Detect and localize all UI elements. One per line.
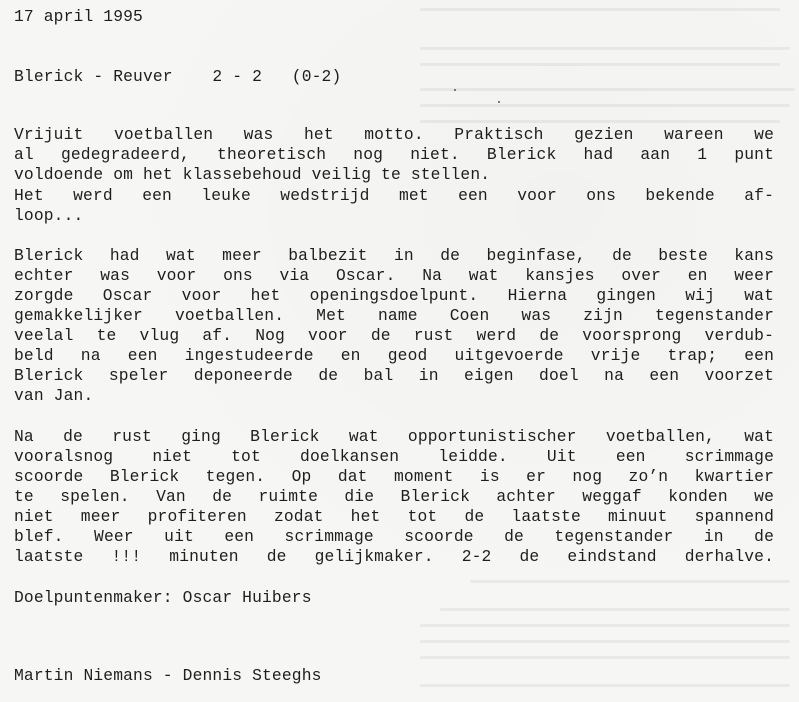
bleed-through-line bbox=[420, 88, 795, 91]
bleed-through-line bbox=[420, 120, 780, 123]
paragraph-1-line: Vrijuit voetballen was het motto. Praktisch gezien wareen we bbox=[14, 125, 774, 144]
paragraph-3-line: vooralsnog niet tot doelkansen leidde. Uit een scrimmage bbox=[14, 447, 774, 466]
bleed-through-line bbox=[420, 656, 790, 659]
paragraph-3-line: te spelen. Van de ruimte die Blerick achter weggaf konden we bbox=[14, 487, 774, 506]
bleed-through-line bbox=[470, 580, 790, 583]
match-halftime: (0-2) bbox=[291, 67, 342, 86]
bleed-through-line bbox=[420, 8, 780, 11]
match-header bbox=[14, 67, 341, 87]
paragraph-1-line: voldoende om het klassebehoud veilig te stellen. bbox=[14, 165, 491, 184]
bleed-through-line bbox=[420, 104, 790, 107]
paper-speck bbox=[454, 89, 456, 91]
paper-speck bbox=[498, 101, 500, 103]
paragraph-1-line: Het werd een leuke wedstrijd met een voor ons bekende af- bbox=[14, 186, 774, 205]
bleed-through-line bbox=[440, 608, 790, 611]
bleed-through-line bbox=[420, 624, 790, 627]
match-teams: Blerick - Reuver bbox=[14, 67, 173, 86]
paragraph-3-line: scoorde Blerick tegen. Op dat moment is er nog zo’n kwartier bbox=[14, 467, 774, 486]
paragraph-2-line: zorgde Oscar voor het openingsdoelpunt. Hierna gingen wij wat bbox=[14, 286, 774, 305]
paragraph-3-line: Na de rust ging Blerick wat opportunistischer voetballen, wat bbox=[14, 427, 774, 446]
paragraph-2-line: gemakkelijker voetballen. Met name Coen was zijn tegenstander bbox=[14, 306, 774, 325]
paragraph-2-line: veelal te vlug af. Nog voor de rust werd de voorsprong verdub- bbox=[14, 326, 774, 345]
authors-line: Martin Niemans - Dennis Steeghs bbox=[14, 666, 322, 685]
paragraph-2-line: van Jan. bbox=[14, 386, 94, 405]
paragraph-3-line: niet meer profiteren zodat het tot de laatste minuut spannend bbox=[14, 507, 774, 526]
paragraph-2-line: Blerick speler deponeerde de bal in eigen doel na een voorzet bbox=[14, 366, 774, 385]
bleed-through-line bbox=[420, 640, 790, 643]
paragraph-2-line: Blerick had wat meer balbezit in de beginfase, de beste kans bbox=[14, 246, 774, 265]
paragraph-2-line: echter was voor ons via Oscar. Na wat kansjes over en weer bbox=[14, 266, 774, 285]
paragraph-3-line: blef. Weer uit een scrimmage scoorde de tegenstander in de bbox=[14, 527, 774, 546]
paragraph-2-line: beld na een ingestudeerde en geod uitgevoerde vrije trap; een bbox=[14, 346, 774, 365]
date-line: 17 april 1995 bbox=[14, 7, 143, 26]
bleed-through-line bbox=[420, 63, 780, 66]
paragraph-1-line: al gedegradeerd, theoretisch nog niet. Blerick had aan 1 punt bbox=[14, 145, 774, 164]
paragraph-1-line: loop... bbox=[14, 206, 84, 225]
paragraph-3-line: laatste !!! minuten de gelijkmaker. 2-2 de eindstand derhalve. bbox=[14, 547, 774, 566]
match-score: 2 - 2 bbox=[212, 67, 263, 86]
scorers-line: Doelpuntenmaker: Oscar Huibers bbox=[14, 588, 312, 607]
bleed-through-line bbox=[420, 47, 790, 50]
bleed-through-line bbox=[420, 684, 790, 687]
